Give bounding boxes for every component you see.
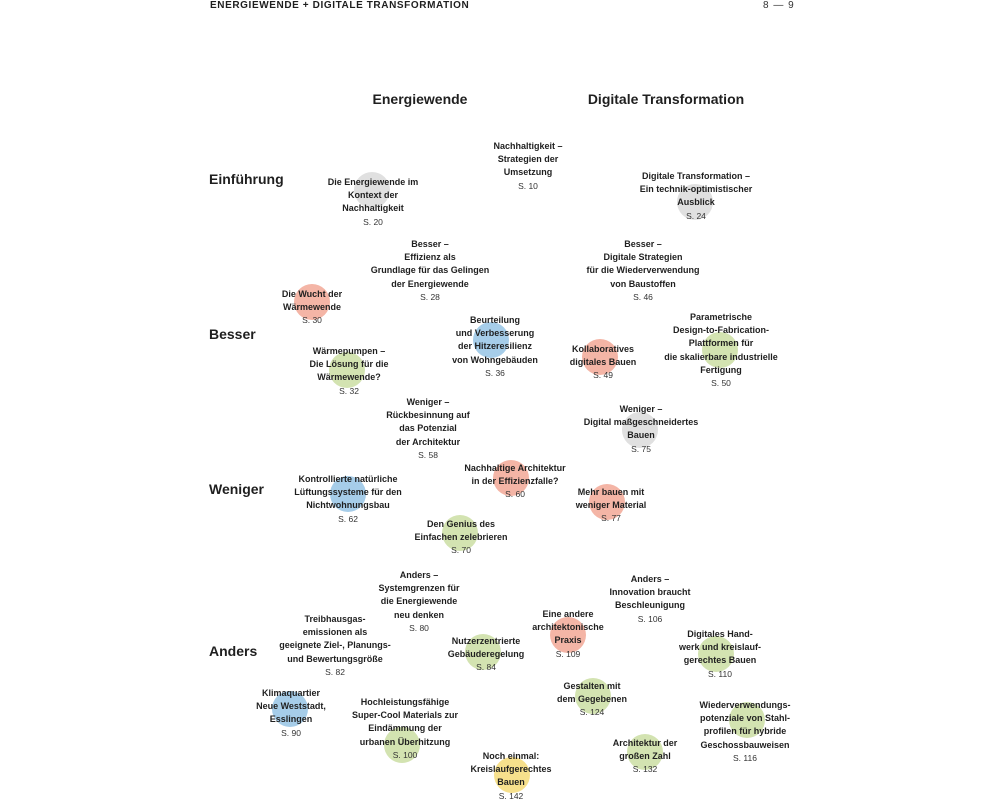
entry-title: Mehr bauen mit weniger Material bbox=[575, 487, 647, 511]
entry-page: S. 60 bbox=[505, 489, 525, 500]
entry-title: Die Energiewende im Kontext der Nachhaltigkeit bbox=[327, 177, 419, 214]
toc-entry[interactable] bbox=[414, 518, 507, 556]
entry-title: Anders – Innovation braucht Beschleunigung bbox=[609, 574, 691, 611]
toc-entry[interactable] bbox=[279, 613, 391, 678]
entry-title: Nachhaltigkeit – Strategien der Umsetzung bbox=[493, 141, 563, 178]
entry-title: Eine andere architektonische Praxis bbox=[532, 609, 604, 646]
entry-title: Wärmepumpen – Die Lösung für die Wärmewende? bbox=[309, 346, 389, 383]
toc-entry[interactable] bbox=[386, 396, 470, 461]
toc-entry[interactable] bbox=[464, 462, 565, 500]
toc-entry[interactable] bbox=[610, 573, 691, 625]
entry-page: S. 132 bbox=[632, 764, 658, 775]
entry-title: Nutzerzentrierte Gebäuderegelung bbox=[447, 636, 525, 660]
toc-entry[interactable] bbox=[584, 403, 699, 455]
toc-entry[interactable] bbox=[700, 699, 791, 764]
entry-page: S. 70 bbox=[451, 545, 471, 556]
entry-page: S. 36 bbox=[485, 367, 505, 378]
toc-entry[interactable] bbox=[328, 176, 419, 228]
column-heading-energiewende: Energiewende bbox=[372, 91, 468, 107]
row-heading-besser: Besser bbox=[209, 326, 256, 342]
entry-page: S. 80 bbox=[409, 622, 429, 633]
entry-page: S. 116 bbox=[733, 752, 757, 763]
entry-title: Wiederverwendungs- potenziale von Stahl- profilen für hybride Geschossbauweisen bbox=[699, 700, 791, 750]
toc-entry[interactable] bbox=[470, 750, 551, 802]
entry-page: S. 110 bbox=[708, 668, 732, 679]
entry-page: S. 82 bbox=[325, 666, 345, 677]
toc-entry[interactable] bbox=[309, 345, 388, 397]
entry-page: S. 10 bbox=[518, 180, 538, 191]
entry-page: S. 124 bbox=[579, 707, 605, 718]
entry-title: Beurteilung und Verbesserung der Hitzeresilienz von Wohngebäuden bbox=[452, 315, 538, 365]
entry-page: S. 50 bbox=[711, 378, 731, 389]
toc-entry[interactable] bbox=[532, 608, 604, 660]
entry-page: S. 46 bbox=[633, 291, 653, 302]
entry-title: Digitale Transformation – Ein technik-optimistischer Ausblick bbox=[639, 171, 753, 208]
toc-entry[interactable] bbox=[452, 314, 538, 379]
entry-title: Gestalten mit dem Gegebenen bbox=[556, 681, 628, 705]
entry-page: S. 109 bbox=[555, 648, 581, 659]
entry-title: Besser – Effizienz als Grundlage für das Gelingen der Energiewende bbox=[370, 239, 490, 289]
column-heading-digitale-transformation: Digitale Transformation bbox=[587, 91, 745, 107]
row-heading-anders: Anders bbox=[209, 643, 258, 659]
entry-page: S. 77 bbox=[601, 513, 621, 524]
toc-entry[interactable] bbox=[587, 238, 700, 303]
entry-title: Weniger – Rückbesinnung auf das Potenzial der Architektur bbox=[386, 397, 470, 447]
toc-entry[interactable] bbox=[256, 687, 326, 739]
entry-title: Besser – Digitale Strategien für die Wiederverwendung von Baustoffen bbox=[586, 239, 700, 289]
toc-entry[interactable] bbox=[570, 343, 637, 381]
entry-title: Den Genius des Einfachen zelebrieren bbox=[414, 519, 508, 543]
toc-entry[interactable] bbox=[493, 140, 562, 192]
toc-entry[interactable] bbox=[557, 680, 627, 718]
toc-entry[interactable] bbox=[576, 486, 647, 524]
entry-page: S. 62 bbox=[338, 513, 358, 524]
toc-entry[interactable] bbox=[371, 238, 490, 303]
toc-entry[interactable] bbox=[640, 170, 753, 222]
entry-title: Treibhausgas- emissionen als geeignete Ziel-, Planungs- und Bewertungsgröße bbox=[279, 614, 391, 664]
entry-page: S. 58 bbox=[418, 449, 438, 460]
row-heading-einfuehrung: Einführung bbox=[209, 171, 284, 187]
entry-title: Weniger – Digital maßgeschneidertes Bauen bbox=[583, 404, 699, 441]
entry-title: Kontrollierte natürliche Lüftungssysteme für den Nichtwohnungsbau bbox=[294, 474, 402, 511]
entry-title: Noch einmal: Kreislaufgerechtes Bauen bbox=[470, 751, 552, 788]
row-heading-weniger: Weniger bbox=[209, 481, 264, 497]
page-numbers: 8 — 9 bbox=[763, 0, 795, 11]
entry-title: Parametrische Design-to-Fabrication- Plattformen für die skalierbare industrielle Fertigung bbox=[664, 312, 778, 375]
entry-title: Anders – Systemgrenzen für die Energiewende neu denken bbox=[378, 570, 460, 620]
toc-entry[interactable] bbox=[294, 473, 402, 525]
toc-entry[interactable] bbox=[282, 288, 342, 326]
entry-title: Nachhaltige Architektur in der Effizienzfalle? bbox=[464, 463, 566, 487]
entry-page: S. 24 bbox=[686, 210, 706, 221]
entry-title: Klimaquartier Neue Weststadt, Esslingen bbox=[256, 688, 326, 725]
entry-page: S. 30 bbox=[302, 315, 322, 326]
entry-page: S. 28 bbox=[420, 291, 440, 302]
entry-page: S. 75 bbox=[631, 443, 651, 454]
toc-entry[interactable] bbox=[448, 635, 525, 673]
toc-entry[interactable] bbox=[613, 737, 678, 775]
entry-page: S. 100 bbox=[392, 749, 418, 760]
entry-title: Die Wucht der Wärmewende bbox=[281, 289, 343, 313]
entry-title: Kollaboratives digitales Bauen bbox=[569, 344, 637, 368]
entry-page: S. 106 bbox=[637, 613, 663, 624]
toc-entry[interactable] bbox=[664, 311, 778, 389]
toc-entry[interactable] bbox=[352, 696, 458, 761]
entry-page: S. 90 bbox=[281, 727, 301, 738]
running-header-title: ENERGIEWENDE + DIGITALE TRANSFORMATION bbox=[210, 0, 470, 11]
toc-entry[interactable] bbox=[679, 628, 761, 680]
entry-page: S. 142 bbox=[498, 790, 524, 801]
entry-page: S. 49 bbox=[593, 370, 613, 381]
entry-title: Digitales Hand- werk und kreislauf- gerechtes Bauen bbox=[678, 629, 762, 666]
entry-title: Hochleistungsfähige Super-Cool Materials zur Eindämmung der urbanen Überhitzung bbox=[351, 697, 459, 747]
entry-page: S. 20 bbox=[363, 216, 383, 227]
entry-page: S. 32 bbox=[339, 385, 359, 396]
entry-page: S. 84 bbox=[476, 662, 496, 673]
entry-title: Architektur der großen Zahl bbox=[612, 738, 678, 762]
